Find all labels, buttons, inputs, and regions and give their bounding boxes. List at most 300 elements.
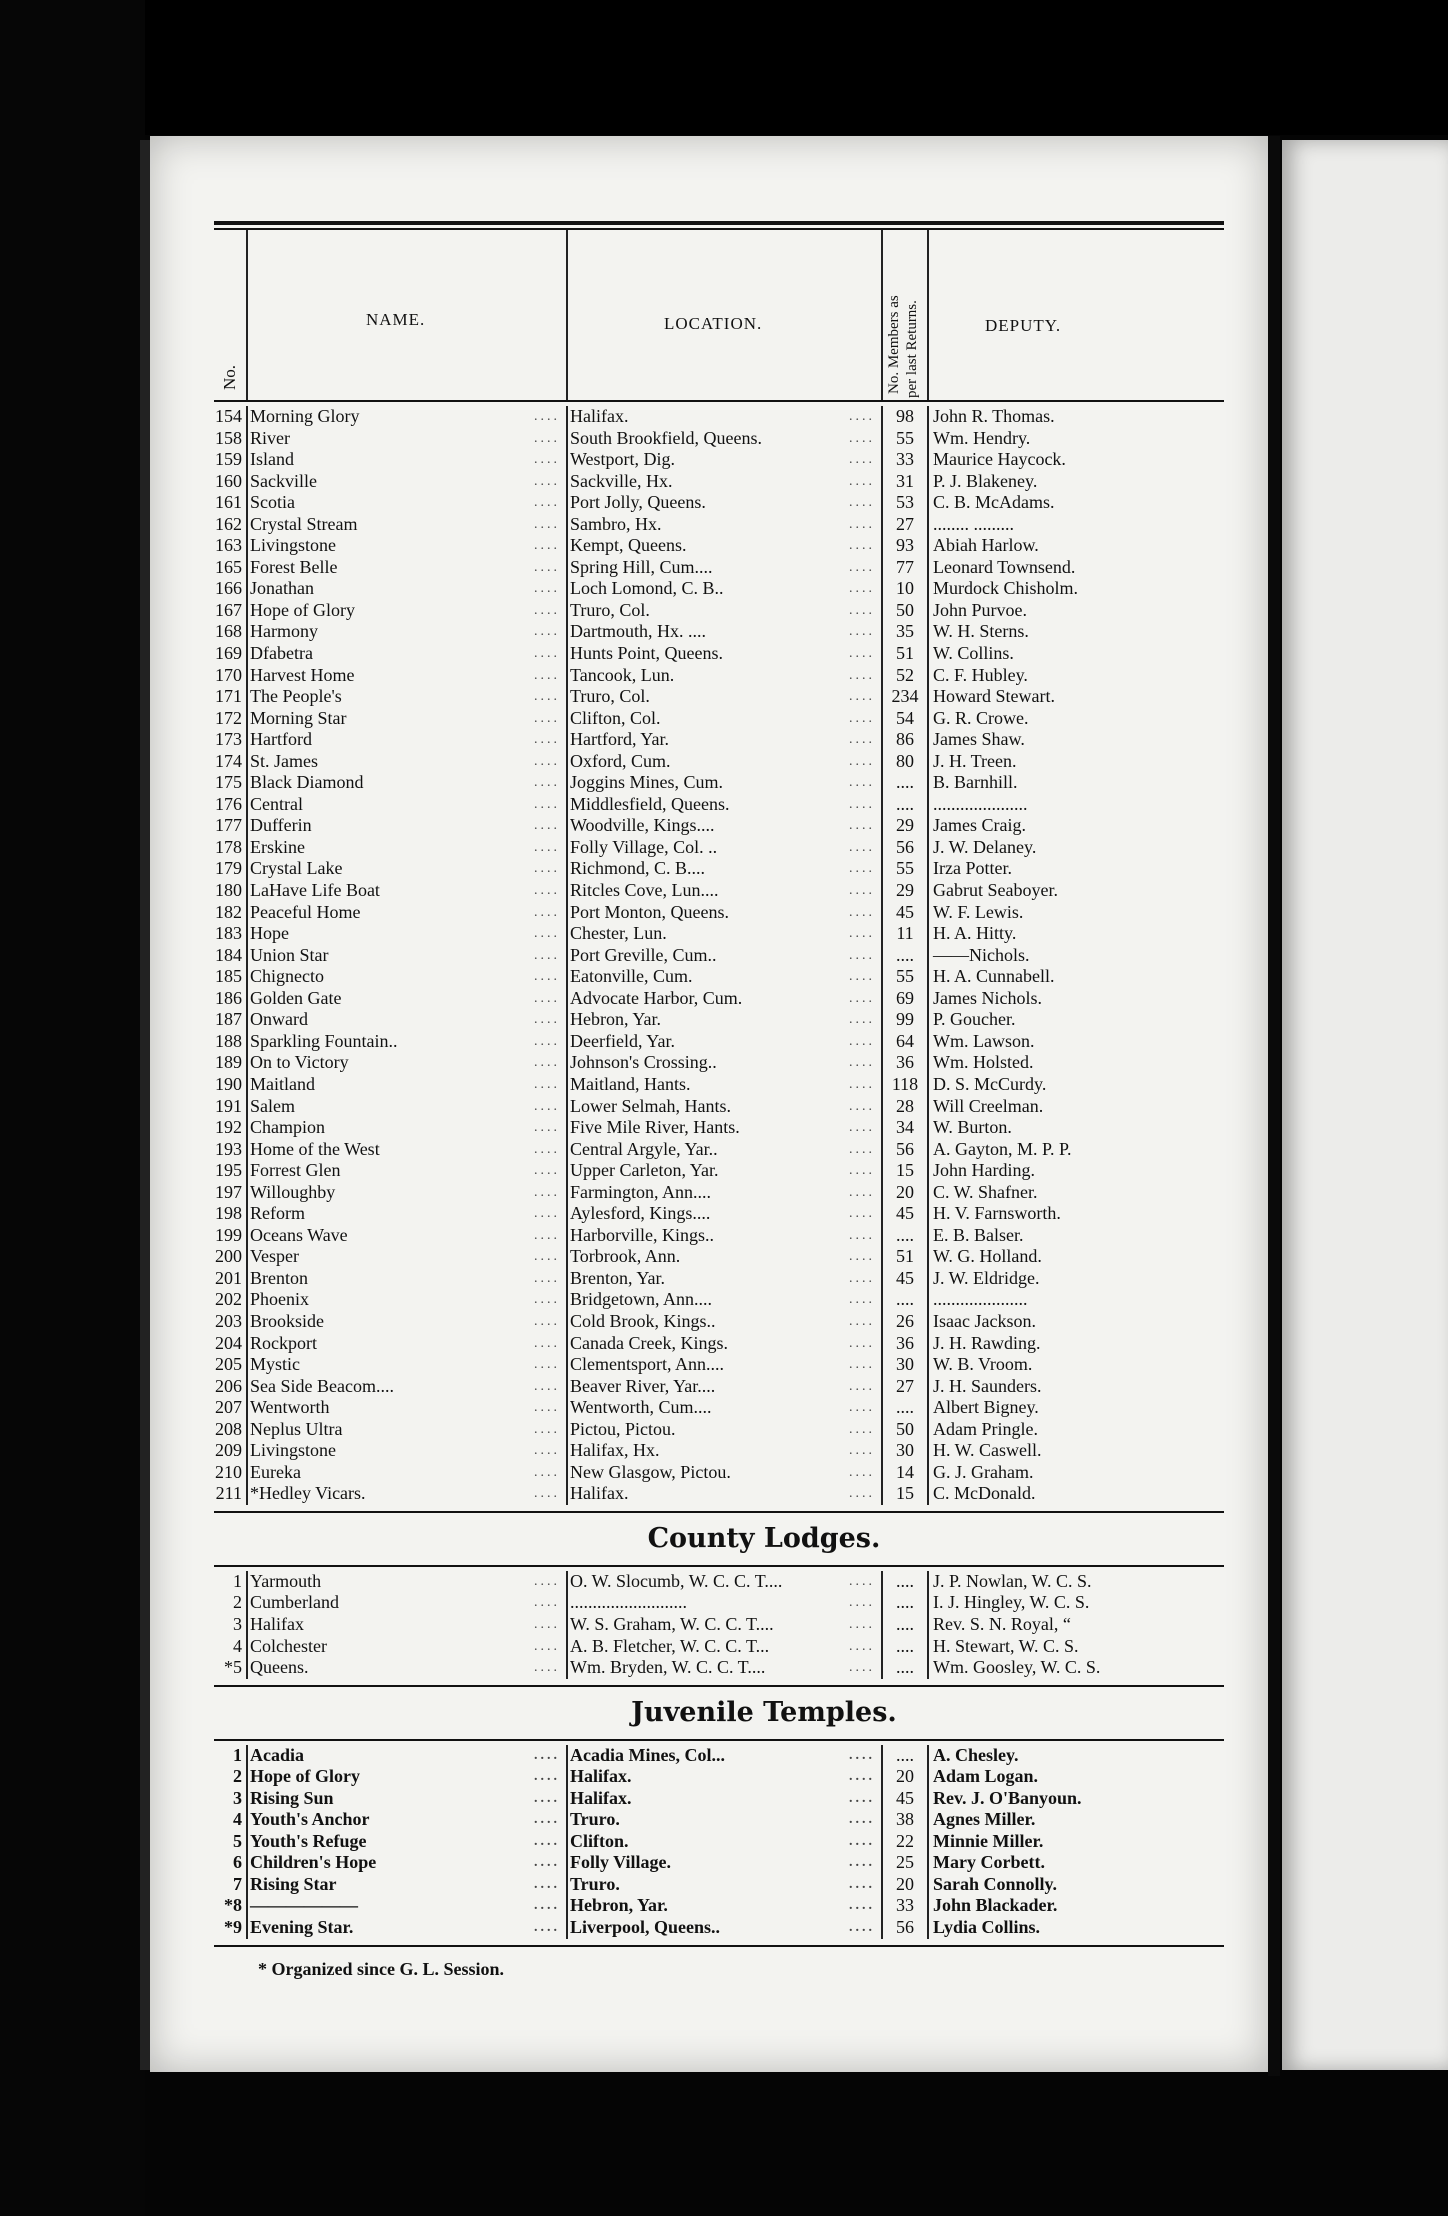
- row-deputy-text: C. McDonald.: [933, 1483, 1036, 1504]
- row-deputy: [929, 1745, 1224, 1767]
- leader-dots: ....: [534, 1747, 560, 1763]
- row-number-text: 211: [215, 1483, 242, 1504]
- row-location-text: Cold Brook, Kings..: [570, 1310, 716, 1331]
- row-members: [881, 535, 929, 557]
- row-location-text: Aylesford, Kings....: [570, 1203, 711, 1224]
- row-members-text: 35: [896, 621, 914, 642]
- leader-dots: ....: [849, 969, 875, 985]
- row-number: [214, 794, 246, 816]
- row-members: [881, 1614, 929, 1636]
- row-members-text: ....: [896, 944, 914, 965]
- leader-dots: ....: [534, 1769, 560, 1785]
- row-members-text: 80: [896, 750, 914, 771]
- leader-dots: ....: [534, 1421, 560, 1437]
- row-name: [246, 1831, 566, 1853]
- row-name: [246, 1614, 566, 1636]
- leader-dots: ....: [534, 689, 560, 705]
- row-members-text: 56: [896, 836, 914, 857]
- row-members-text: 31: [896, 470, 914, 491]
- row-deputy: [929, 428, 1224, 450]
- row-number-text: 154: [215, 406, 242, 426]
- leader-dots: ....: [534, 1812, 560, 1828]
- row-deputy-text: Maurice Haycock.: [933, 449, 1066, 470]
- row-location: [566, 1139, 881, 1161]
- row-number: [214, 1831, 246, 1853]
- table-row: [214, 1809, 1224, 1831]
- row-name: [246, 621, 566, 643]
- row-name: [246, 1031, 566, 1053]
- row-deputy: [929, 406, 1224, 428]
- row-members: [881, 1117, 929, 1139]
- row-location-text: Pictou, Pictou.: [570, 1418, 676, 1439]
- row-location-text: Beaver River, Yar....: [570, 1375, 716, 1396]
- row-deputy: [929, 966, 1224, 988]
- row-deputy-text: Irza Potter.: [933, 858, 1012, 879]
- row-location-text: Farmington, Ann....: [570, 1181, 712, 1202]
- row-location-text: Lower Selmah, Hants.: [570, 1095, 731, 1116]
- row-name-text: Vesper: [250, 1246, 299, 1267]
- leader-dots: ....: [849, 1141, 875, 1157]
- row-location-text: Hebron, Yar.: [570, 1895, 668, 1916]
- row-name: [246, 1246, 566, 1268]
- row-members-text: 15: [896, 1160, 914, 1181]
- row-name-text: Sparkling Fountain..: [250, 1030, 398, 1051]
- row-location: [566, 858, 881, 880]
- row-deputy-text: Wm. Holsted.: [933, 1052, 1034, 1073]
- leader-dots: ....: [849, 1055, 875, 1071]
- row-members: [881, 902, 929, 924]
- row-location: [566, 1917, 881, 1939]
- row-number-text: 180: [215, 880, 242, 901]
- row-name-text: Colchester: [250, 1635, 327, 1656]
- row-deputy: [929, 449, 1224, 471]
- row-location: [566, 1788, 881, 1810]
- row-location-text: Chester, Lun.: [570, 923, 667, 944]
- header-members-cell: [881, 230, 929, 400]
- row-deputy-text: W. B. Vroom.: [933, 1354, 1033, 1375]
- row-deputy: [929, 1009, 1224, 1031]
- table-row: [214, 794, 1224, 816]
- leader-dots: ....: [849, 516, 875, 532]
- leader-dots: ....: [849, 602, 875, 618]
- row-number-text: 191: [215, 1095, 242, 1116]
- row-name: [246, 1289, 566, 1311]
- row-name-text: Rising Star: [250, 1873, 337, 1894]
- row-deputy-text: D. S. McCurdy.: [933, 1073, 1047, 1094]
- row-number-text: 1: [233, 1570, 242, 1591]
- row-number-text: 4: [233, 1635, 242, 1656]
- row-deputy: [929, 1139, 1224, 1161]
- row-location: [566, 1895, 881, 1917]
- row-location-text: Hebron, Yar.: [570, 1009, 662, 1030]
- row-number-text: 190: [215, 1073, 242, 1094]
- row-members: [881, 686, 929, 708]
- row-members: [881, 923, 929, 945]
- row-members-text: 33: [896, 1895, 914, 1916]
- row-number-text: 182: [215, 901, 242, 922]
- row-members: [881, 945, 929, 967]
- header-members-line1: No. Members as: [886, 295, 902, 394]
- row-number: [214, 1246, 246, 1268]
- table-row: [214, 1182, 1224, 1204]
- leader-dots: ....: [849, 1616, 875, 1632]
- row-members: [881, 1031, 929, 1053]
- leader-dots: ....: [849, 1292, 875, 1308]
- row-members: [881, 1766, 929, 1788]
- row-deputy-text: C. F. Hubley.: [933, 664, 1028, 685]
- row-name-text: Phoenix: [250, 1289, 310, 1310]
- row-deputy-text: ........ .........: [933, 513, 1014, 534]
- row-number-text: 162: [215, 513, 242, 534]
- row-members: [881, 966, 929, 988]
- row-number-text: 169: [215, 643, 242, 664]
- table-row: [214, 428, 1224, 450]
- row-location: [566, 1614, 881, 1636]
- row-members-text: 26: [896, 1310, 914, 1331]
- row-location-text: Port Monton, Queens.: [570, 901, 729, 922]
- row-deputy: [929, 794, 1224, 816]
- row-members-text: 55: [896, 966, 914, 987]
- row-name: [246, 815, 566, 837]
- row-members: [881, 988, 929, 1010]
- row-location-text: Westport, Dig.: [570, 449, 676, 470]
- row-members-text: 98: [896, 406, 914, 426]
- table-row: [214, 837, 1224, 859]
- row-members-text: 52: [896, 664, 914, 685]
- row-location: [566, 751, 881, 773]
- row-members: [881, 880, 929, 902]
- row-location-text: Sackville, Hx.: [570, 470, 673, 491]
- leader-dots: ....: [849, 1876, 875, 1892]
- row-deputy: [929, 1809, 1224, 1831]
- leader-dots: ....: [534, 1335, 560, 1351]
- row-name-text: Sea Side Beacom....: [250, 1375, 394, 1396]
- row-number-text: 201: [215, 1267, 242, 1288]
- row-location-text: Loch Lomond, C. B..: [570, 578, 724, 599]
- row-number-text: 159: [215, 449, 242, 470]
- row-members-text: ....: [896, 772, 914, 793]
- row-deputy-text: John Purvoe.: [933, 599, 1027, 620]
- row-members: [881, 1657, 929, 1679]
- row-location: [566, 1009, 881, 1031]
- leader-dots: ....: [534, 775, 560, 791]
- row-deputy: [929, 1268, 1224, 1290]
- row-deputy-text: W. Collins.: [933, 643, 1014, 664]
- leader-dots: ....: [849, 1747, 875, 1763]
- row-location: [566, 1268, 881, 1290]
- row-name: [246, 492, 566, 514]
- row-deputy: [929, 729, 1224, 751]
- row-location: [566, 471, 881, 493]
- row-members: [881, 665, 929, 687]
- row-location-text: Sambro, Hx.: [570, 513, 662, 534]
- table-row: [214, 600, 1224, 622]
- row-members: [881, 1246, 929, 1268]
- leader-dots: ....: [534, 990, 560, 1006]
- row-location-text: ..........................: [570, 1592, 687, 1613]
- row-number-text: 170: [215, 664, 242, 685]
- row-members: [881, 837, 929, 859]
- row-location: [566, 557, 881, 579]
- row-members-text: 55: [896, 427, 914, 448]
- row-members-text: ....: [896, 1224, 914, 1245]
- row-name-text: Crystal Lake: [250, 858, 343, 879]
- table-row: [214, 858, 1224, 880]
- row-name-text: Oceans Wave: [250, 1224, 348, 1245]
- row-deputy: [929, 945, 1224, 967]
- row-name-text: Children's Hope: [250, 1852, 377, 1873]
- row-number-text: 161: [215, 492, 242, 513]
- row-location: [566, 1874, 881, 1896]
- row-name-text: Hope of Glory: [250, 1766, 360, 1787]
- table-row: [214, 1096, 1224, 1118]
- row-members-text: ....: [896, 1635, 914, 1656]
- row-name-text: Livingstone: [250, 1440, 336, 1461]
- row-members: [881, 1745, 929, 1767]
- row-deputy-text: H. V. Farnsworth.: [933, 1203, 1061, 1224]
- row-members: [881, 621, 929, 643]
- row-name-text: Wentworth: [250, 1397, 330, 1418]
- row-members: [881, 1354, 929, 1376]
- row-deputy-text: J. W. Delaney.: [933, 836, 1037, 857]
- row-name-text: *Hedley Vicars.: [250, 1483, 366, 1504]
- leader-dots: ....: [534, 516, 560, 532]
- leader-dots: ....: [849, 818, 875, 834]
- row-number: [214, 1614, 246, 1636]
- row-location: [566, 708, 881, 730]
- row-number: [214, 1788, 246, 1810]
- row-members: [881, 794, 929, 816]
- table-row: [214, 643, 1224, 665]
- table-row: [214, 945, 1224, 967]
- leader-dots: ....: [849, 1486, 875, 1502]
- row-name-text: Morning Star: [250, 707, 347, 728]
- row-members-text: 15: [896, 1483, 914, 1504]
- leader-dots: ....: [849, 1595, 875, 1611]
- row-number: [214, 1917, 246, 1939]
- row-location-text: Halifax.: [570, 1483, 629, 1504]
- row-name: [246, 1419, 566, 1441]
- row-number: [214, 1031, 246, 1053]
- leader-dots: ....: [849, 581, 875, 597]
- leader-dots: ....: [849, 1400, 875, 1416]
- row-name-text: Rising Sun: [250, 1787, 334, 1808]
- row-number-text: 163: [215, 535, 242, 556]
- row-number: [214, 1160, 246, 1182]
- leader-dots: ....: [534, 926, 560, 942]
- row-name: [246, 1182, 566, 1204]
- row-deputy: [929, 1788, 1224, 1810]
- row-name: [246, 1376, 566, 1398]
- row-location: [566, 1852, 881, 1874]
- row-name: [246, 1440, 566, 1462]
- row-deputy: [929, 1052, 1224, 1074]
- row-number: [214, 815, 246, 837]
- row-members-text: 77: [896, 556, 914, 577]
- row-members: [881, 1203, 929, 1225]
- row-number-text: 2: [233, 1766, 242, 1787]
- row-name-text: Harvest Home: [250, 664, 355, 685]
- row-number: [214, 1852, 246, 1874]
- row-members: [881, 1831, 929, 1853]
- row-location: [566, 428, 881, 450]
- row-name-text: Youth's Anchor: [250, 1809, 370, 1830]
- row-number: [214, 1289, 246, 1311]
- row-name-text: Dufferin: [250, 815, 312, 836]
- row-name: [246, 535, 566, 557]
- row-location: [566, 1160, 881, 1182]
- row-location: [566, 1225, 881, 1247]
- row-number: [214, 1225, 246, 1247]
- document-page: [150, 136, 1268, 2072]
- row-deputy-text: Leonard Townsend.: [933, 556, 1076, 577]
- row-name-text: Union Star: [250, 944, 329, 965]
- row-name-text: Golden Gate: [250, 987, 342, 1008]
- row-name: [246, 1074, 566, 1096]
- row-members-text: ....: [896, 1289, 914, 1310]
- row-location: [566, 1462, 881, 1484]
- table-row: [214, 1874, 1224, 1896]
- row-number: [214, 600, 246, 622]
- header-name-cell: [246, 230, 566, 400]
- row-deputy: [929, 471, 1224, 493]
- row-location-text: Wm. Bryden, W. C. C. T....: [570, 1657, 766, 1678]
- row-number-text: 4: [233, 1809, 242, 1830]
- row-members: [881, 1160, 929, 1182]
- header-deputy-cell: [929, 230, 1224, 400]
- row-deputy: [929, 665, 1224, 687]
- leader-dots: ....: [534, 1357, 560, 1373]
- row-deputy: [929, 1852, 1224, 1874]
- row-deputy: [929, 1354, 1224, 1376]
- row-members-text: 50: [896, 1418, 914, 1439]
- row-location-text: Hunts Point, Queens.: [570, 643, 723, 664]
- row-location: [566, 1117, 881, 1139]
- row-deputy: [929, 1419, 1224, 1441]
- row-members-text: 36: [896, 1332, 914, 1353]
- row-number: [214, 449, 246, 471]
- leader-dots: ....: [534, 1033, 560, 1049]
- row-deputy: [929, 751, 1224, 773]
- row-deputy-text: J. H. Rawding.: [933, 1332, 1041, 1353]
- county-lodges: [214, 1567, 1224, 1685]
- row-number: [214, 945, 246, 967]
- leader-dots: ....: [849, 1076, 875, 1092]
- row-number-text: 210: [215, 1461, 242, 1482]
- row-number: [214, 1809, 246, 1831]
- row-number-text: *8: [224, 1895, 242, 1916]
- row-location: [566, 794, 881, 816]
- row-members: [881, 471, 929, 493]
- row-name-text: The People's: [250, 686, 342, 707]
- row-name: [246, 665, 566, 687]
- row-name: [246, 902, 566, 924]
- row-location-text: Acadia Mines, Col...: [570, 1744, 725, 1765]
- row-name-text: Home of the West: [250, 1138, 380, 1159]
- row-name-text: St. James: [250, 750, 319, 771]
- table-row: [214, 1483, 1224, 1505]
- leader-dots: ....: [849, 1898, 875, 1914]
- row-number-text: 183: [215, 923, 242, 944]
- row-location: [566, 535, 881, 557]
- table-row: [214, 535, 1224, 557]
- table-row: [214, 1333, 1224, 1355]
- row-name: [246, 1571, 566, 1593]
- row-name: [246, 1788, 566, 1810]
- row-members: [881, 600, 929, 622]
- leader-dots: ....: [849, 1098, 875, 1114]
- leader-dots: ....: [849, 1163, 875, 1179]
- row-deputy: [929, 557, 1224, 579]
- row-members: [881, 1289, 929, 1311]
- leader-dots: ....: [849, 926, 875, 942]
- row-deputy: [929, 1397, 1224, 1419]
- row-name: [246, 1139, 566, 1161]
- row-members-text: ....: [896, 1657, 914, 1678]
- table-row: [214, 621, 1224, 643]
- leader-dots: ....: [534, 1638, 560, 1654]
- leader-dots: ....: [534, 1292, 560, 1308]
- row-number: [214, 621, 246, 643]
- row-deputy: [929, 1462, 1224, 1484]
- table-row: [214, 751, 1224, 773]
- row-members-text: ....: [896, 1613, 914, 1634]
- row-name: [246, 1096, 566, 1118]
- row-number: [214, 428, 246, 450]
- row-deputy-text: Lydia Collins.: [933, 1917, 1041, 1937]
- leader-dots: ....: [849, 990, 875, 1006]
- row-deputy: [929, 858, 1224, 880]
- row-members: [881, 708, 929, 730]
- leader-dots: ....: [849, 1270, 875, 1286]
- row-number-text: 188: [215, 1030, 242, 1051]
- row-members-text: 28: [896, 1095, 914, 1116]
- row-location-text: Truro, Col.: [570, 686, 650, 707]
- leader-dots: ....: [849, 947, 875, 963]
- row-members: [881, 1311, 929, 1333]
- row-name-text: Evening Star.: [250, 1917, 354, 1937]
- row-deputy-text: P. J. Blakeney.: [933, 470, 1038, 491]
- row-number-text: 206: [215, 1375, 242, 1396]
- row-number: [214, 708, 246, 730]
- row-location: [566, 880, 881, 902]
- footnote: * Organized since G. L. Session.: [258, 1958, 505, 1979]
- row-name: [246, 772, 566, 794]
- row-members: [881, 1809, 929, 1831]
- row-number-text: 174: [215, 750, 242, 771]
- row-location-text: Liverpool, Queens..: [570, 1917, 721, 1937]
- leader-dots: ....: [534, 559, 560, 575]
- leader-dots: ....: [849, 753, 875, 769]
- row-deputy: [929, 535, 1224, 557]
- leader-dots: ....: [534, 1660, 560, 1676]
- row-members-text: 29: [896, 815, 914, 836]
- header-deputy: DEPUTY.: [985, 316, 1062, 335]
- row-members-text: ....: [896, 1592, 914, 1613]
- row-number-text: 171: [215, 686, 242, 707]
- table-row: [214, 1831, 1224, 1853]
- row-name-text: Willoughby: [250, 1181, 336, 1202]
- row-members: [881, 1074, 929, 1096]
- leader-dots: ....: [849, 839, 875, 855]
- row-members-text: 27: [896, 1375, 914, 1396]
- row-deputy-text: A. Chesley.: [933, 1744, 1019, 1765]
- row-number: [214, 1895, 246, 1917]
- row-deputy: [929, 1483, 1224, 1505]
- row-number-text: 189: [215, 1052, 242, 1073]
- row-members: [881, 858, 929, 880]
- leader-dots: ....: [534, 1616, 560, 1632]
